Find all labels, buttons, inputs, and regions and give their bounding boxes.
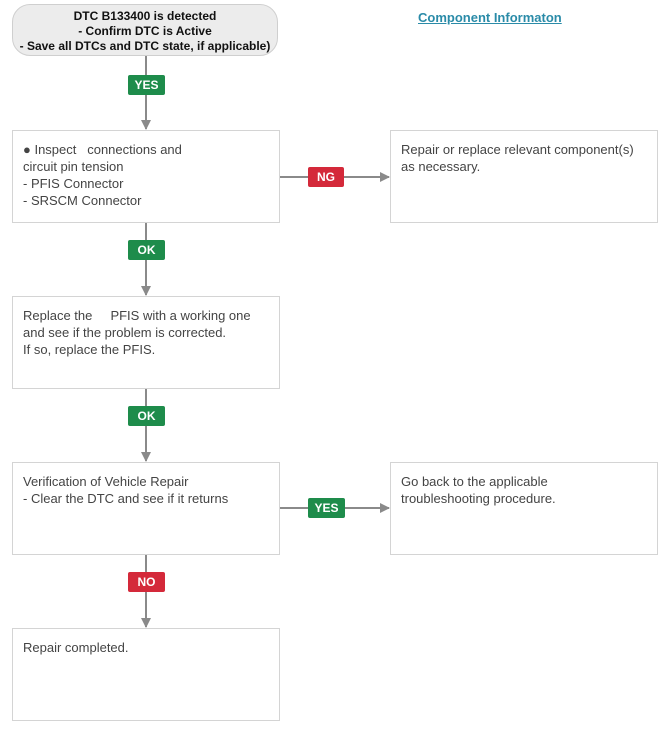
step-text-line: circuit pin tension bbox=[23, 159, 124, 174]
step-text-line: If so, replace the PFIS. bbox=[23, 342, 156, 357]
step-text-line: troubleshooting procedure. bbox=[401, 491, 556, 506]
start-line-3: - Save all DTCs and DTC state, if applicable) bbox=[19, 39, 271, 53]
component-information-link[interactable]: Component Informaton bbox=[418, 10, 562, 25]
step-go-back-box bbox=[390, 462, 658, 555]
step-text-line: as necessary. bbox=[401, 159, 481, 174]
step-replace-pfis-box bbox=[12, 296, 280, 389]
start-box bbox=[12, 4, 278, 56]
badge-ng: NG bbox=[308, 167, 344, 187]
step-repair-replace-box bbox=[390, 130, 658, 223]
step-text-line: ● Inspect connections and bbox=[23, 142, 182, 157]
start-line-1: DTC B133400 is detected bbox=[73, 9, 217, 23]
start-line-2: - Confirm DTC is Active bbox=[78, 24, 212, 38]
step-text-line: - Clear the DTC and see if it returns bbox=[23, 491, 229, 506]
step-text-line: - SRSCM Connector bbox=[23, 193, 142, 208]
badge-ok-2: OK bbox=[128, 406, 165, 426]
step-text-line: Go back to the applicable bbox=[401, 474, 548, 489]
step-text-line: Verification of Vehicle Repair bbox=[23, 474, 189, 489]
badge-ok-1: OK bbox=[128, 240, 165, 260]
step-completed-box bbox=[12, 628, 280, 721]
badge-yes-verify: YES bbox=[308, 498, 345, 518]
step-inspect-box bbox=[12, 130, 280, 223]
badge-no: NO bbox=[128, 572, 165, 592]
step-text-line: Repair or replace relevant component(s) bbox=[401, 142, 634, 157]
badge-yes-start: YES bbox=[128, 75, 165, 95]
step-text-line: - PFIS Connector bbox=[23, 176, 124, 191]
step-verification-box bbox=[12, 462, 280, 555]
step-text-line: Replace the PFIS with a working one bbox=[23, 308, 251, 323]
step-text-line: Repair completed. bbox=[23, 640, 129, 655]
step-text-line: and see if the problem is corrected. bbox=[23, 325, 227, 340]
